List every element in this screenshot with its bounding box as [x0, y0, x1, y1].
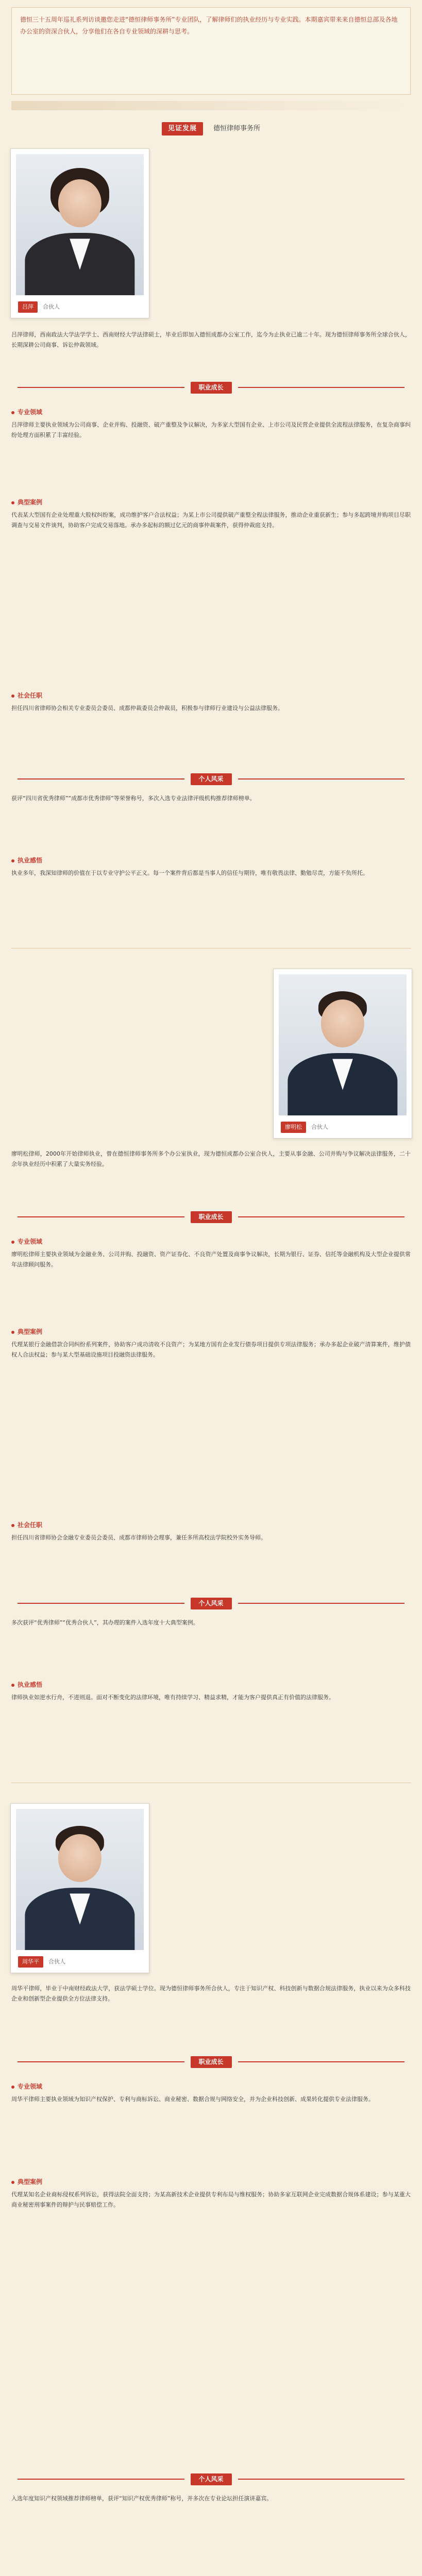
insight-2: 律师执业如逆水行舟，不进则退。面对不断变化的法律环境，唯有持续学习、精益求精，才能为客户提供真正有价值的法律服务。: [11, 1694, 334, 1701]
section-bar-3: 职业成长: [11, 1211, 411, 1223]
label-domain-1: 专业领域: [11, 407, 42, 418]
portrait-2: [279, 974, 407, 1115]
label-insight-1: 执业感悟: [11, 855, 42, 866]
header-subtitle: 德恒律师事务所: [213, 124, 261, 132]
bio-2: 廖明松律师，2000年开始律师执业，曾在德恒律师事务所多个办公室执业，现为德恒成都办公室合伙人，主要从事金融、公司并购与争议解决法律服务，二十余年执业经历中积累了大量实务经验。: [11, 1150, 411, 1168]
intro-divider: [11, 101, 411, 110]
section-bar-6: 个人风采: [11, 2473, 411, 2485]
insight-1: 执业多年，我深知律师的价值在于以专业守护公平正义。每一个案件背后都是当事人的信任与期待，唯有敬畏法律、勤勉尽责，方能不负所托。: [11, 870, 368, 876]
photo-card-3: [10, 1803, 149, 1973]
domain-1: 吕萍律师主要执业领域为公司商事、企业并购、投融资、破产重整及争议解决，为多家大型国有企业、上市公司及民营企业提供全流程法律服务，在复杂商事纠纷处理方面积累了丰富经验。: [11, 421, 411, 439]
caption-1: [16, 300, 144, 314]
caption-3: [16, 1955, 144, 1969]
bio-3: 周华平律师，毕业于中南财经政法大学，获法学硕士学位。现为德恒律师事务所合伙人，专注于知识产权、科技创新与数据合规法律服务，执业以来为众多科技企业和创新型企业提供全方位法律支持。: [11, 1985, 411, 2003]
label-cases-3: 典型案例: [11, 2177, 42, 2188]
cases-2: 代理某银行金融借款合同纠纷系列案件，协助客户成功清收不良资产；为某地方国有企业发行债券项目提供专项法律服务；承办多起企业破产清算案件，维护债权人合法权益；参与某大型基础设施项目投融资法律服务。: [11, 1341, 411, 1359]
roles-1: 担任四川省律师协会相关专业委员会委员、成都仲裁委员会仲裁员，积极参与律师行业建设与公益法律服务。: [11, 705, 283, 711]
label-domain-2: 专业领域: [11, 1236, 42, 1247]
cases-3: 代理某知名企业商标侵权系列诉讼，获得法院全面支持；为某高新技术企业提供专利布局与维权服务；协助多家互联网企业完成数据合规体系建设；参与某重大商业秘密刑事案件的辩护与民事赔偿工作。: [11, 2191, 411, 2209]
domain-2: 廖明松律师主要执业领域为金融业务、公司并购、投融资、资产证券化、不良资产处置及商事争议解决，长期为银行、证券、信托等金融机构及大型企业提供常年法律顾问服务。: [11, 1251, 411, 1268]
section-bar-1: 职业成长: [11, 381, 411, 394]
name-tag-3: 周华平: [18, 1956, 43, 1967]
style-1: 获评“四川省优秀律师”“成都市优秀律师”等荣誉称号，多次入选专业法律评级机构推荐律师榜单。: [11, 795, 256, 802]
header-row: [0, 121, 422, 137]
cases-1: 代表某大型国有企业处理重大股权纠纷案，成功维护客户合法权益；为某上市公司提供破产重整全程法律服务，推动企业重获新生；参与多起跨境并购项目尽职调查与交易文件谈判，协助客户完成交易落地。承办多起标的额过亿元的商事仲裁案件，获得仲裁庭支持。: [11, 512, 411, 529]
roles-2: 担任四川省律师协会金融专业委员会委员、成都市律师协会理事，兼任多所高校法学院校外实务导师。: [11, 1534, 266, 1541]
section-bar-4: 个人风采: [11, 1597, 411, 1609]
label-cases-2: 典型案例: [11, 1327, 42, 1337]
header-button[interactable]: 见证发展: [162, 122, 203, 136]
caption-2: [279, 1121, 407, 1134]
portrait-3: [16, 1809, 144, 1950]
section-bar-2: 个人风采: [11, 773, 411, 785]
caption-text-3: 合伙人: [48, 1958, 65, 1965]
section-bar-5: 职业成长: [11, 2056, 411, 2068]
name-tag-1: 吕萍: [18, 301, 38, 312]
label-roles-2: 社会任职: [11, 1520, 42, 1531]
name-tag-2: 廖明松: [281, 1122, 306, 1132]
label-roles-1: 社会任职: [11, 690, 42, 701]
label-domain-3: 专业领域: [11, 2081, 42, 2092]
label-cases-1: 典型案例: [11, 497, 42, 508]
style-2: 多次获评“优秀律师”“优秀合伙人”，其办理的案件入选年度十大典型案例。: [11, 1619, 199, 1626]
style-3: 入选年度知识产权领域推荐律师榜单，获评“知识产权优秀律师”称号，并多次在专业论坛担任演讲嘉宾。: [11, 2495, 273, 2502]
intro-text: 德恒三十五周年巡礼系列访谈邀您走进“德恒律师事务所”专业团队，了解律师们的执业经历与专业实践。本期嘉宾带来来自德恒总部及各地办公室的资深合伙人，分享他们在各自专业领域的深耕与思考。: [20, 16, 398, 35]
caption-text-2: 合伙人: [311, 1124, 328, 1131]
domain-3: 周华平律师主要执业领域为知识产权保护、专利与商标诉讼、商业秘密、数据合规与网络安全，并为企业科技创新、成果转化提供专业法律服务。: [11, 2096, 374, 2103]
portrait-1: [16, 154, 144, 295]
bio-1: 吕萍律师，西南政法大学法学学士、西南财经大学法律硕士，毕业后即加入德恒成都办公室工作，迄今为止执业已逾二十年。现为德恒律师事务所全球合伙人，长期深耕公司商事、诉讼仲裁领域。: [11, 331, 411, 349]
label-insight-2: 执业感悟: [11, 1680, 42, 1690]
caption-text-1: 合伙人: [43, 303, 60, 311]
photo-card-2: [273, 969, 412, 1139]
intro-box: [11, 7, 411, 95]
photo-card-1: [10, 148, 149, 318]
